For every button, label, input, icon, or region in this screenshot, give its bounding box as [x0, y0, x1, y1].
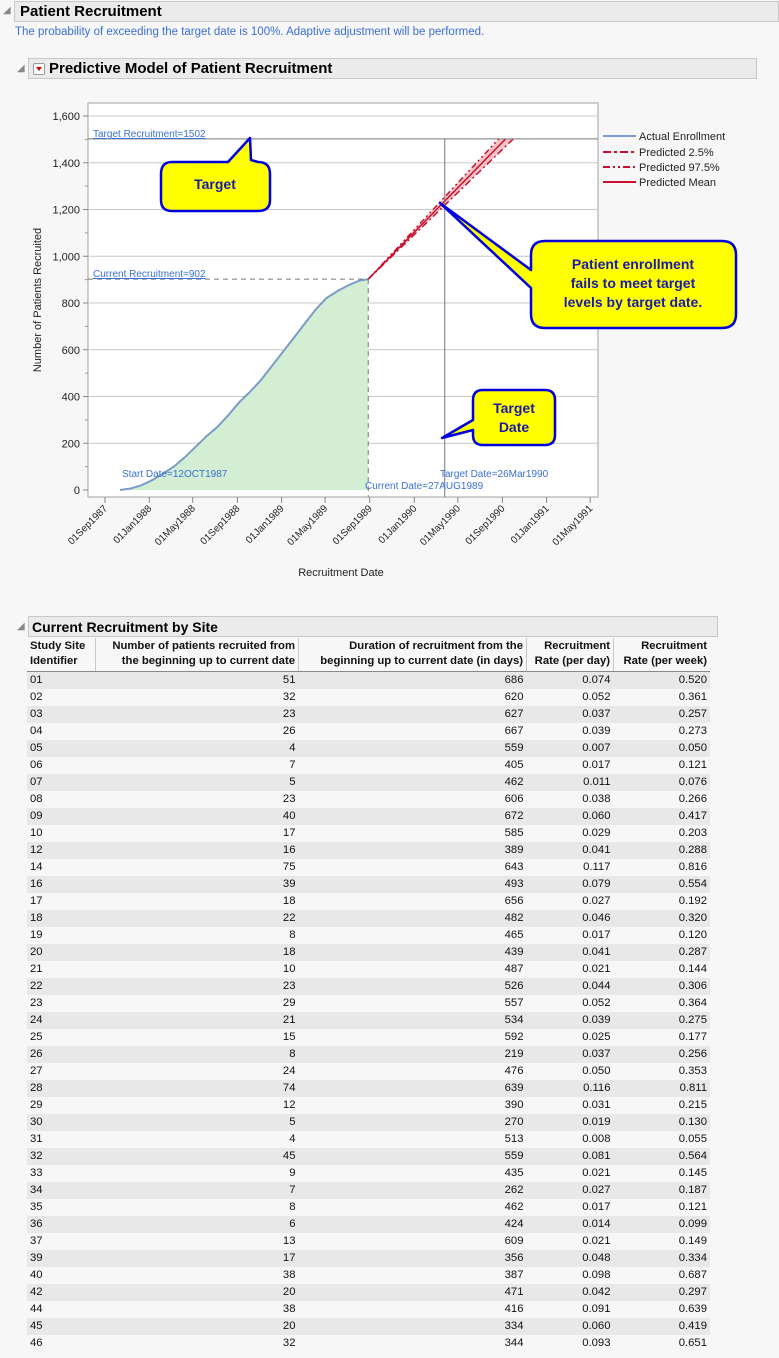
table-row — [27, 961, 710, 978]
cell-site-id: 22 — [27, 978, 96, 995]
cell-rate-day: 0.116 — [527, 1080, 614, 1097]
cell-rate-week: 0.187 — [614, 1182, 711, 1199]
y-tick-label: 800 — [61, 298, 80, 310]
cell-rate-day: 0.117 — [527, 859, 614, 876]
cell-duration: 526 — [299, 978, 527, 995]
cell-patients: 74 — [96, 1080, 299, 1097]
cell-rate-week: 0.687 — [614, 1267, 711, 1284]
table-row — [27, 706, 710, 723]
cell-patients: 16 — [96, 842, 299, 859]
site-table — [27, 638, 710, 1352]
site-disclosure-triangle-icon[interactable]: ◢ — [17, 621, 25, 632]
cell-rate-week: 0.050 — [614, 740, 711, 757]
probability-message: The probability of exceeding the target date is 100%. Adaptive adjustment will be performed. — [15, 26, 485, 38]
cell-site-id: 23 — [27, 995, 96, 1012]
cell-patients: 4 — [96, 740, 299, 757]
cell-patients: 4 — [96, 1131, 299, 1148]
cell-rate-week: 0.273 — [614, 723, 711, 740]
cell-rate-week: 0.361 — [614, 689, 711, 706]
cell-patients: 20 — [96, 1318, 299, 1335]
cell-rate-day: 0.038 — [527, 791, 614, 808]
cell-patients: 8 — [96, 927, 299, 944]
cell-site-id: 34 — [27, 1182, 96, 1199]
table-row — [27, 1080, 710, 1097]
cell-site-id: 36 — [27, 1216, 96, 1233]
cell-rate-week: 0.257 — [614, 706, 711, 723]
cell-rate-day: 0.027 — [527, 893, 614, 910]
y-tick-label: 400 — [61, 391, 80, 404]
cell-patients: 32 — [96, 689, 299, 706]
cell-duration: 606 — [299, 791, 527, 808]
cell-rate-day: 0.044 — [527, 978, 614, 995]
cell-patients: 5 — [96, 1114, 299, 1131]
cell-rate-week: 0.215 — [614, 1097, 711, 1114]
cell-site-id: 42 — [27, 1284, 96, 1301]
cell-patients: 21 — [96, 1012, 299, 1029]
y-tick-label: 1,200 — [52, 204, 80, 217]
table-row — [27, 944, 710, 961]
start-date-label: Start Date=12OCT1987 — [122, 469, 228, 480]
cell-site-id: 07 — [27, 774, 96, 791]
cell-rate-day: 0.025 — [527, 1029, 614, 1046]
cell-rate-day: 0.052 — [527, 689, 614, 706]
cell-rate-day: 0.029 — [527, 825, 614, 842]
cell-site-id: 45 — [27, 1318, 96, 1335]
cell-duration: 471 — [299, 1284, 527, 1301]
cell-rate-day: 0.037 — [527, 1046, 614, 1063]
cell-rate-week: 0.121 — [614, 1199, 711, 1216]
legend-label-p025: Predicted 2.5% — [639, 147, 714, 159]
cell-duration: 416 — [299, 1301, 527, 1318]
cell-rate-day: 0.052 — [527, 995, 614, 1012]
cell-rate-week: 0.120 — [614, 927, 711, 944]
cell-duration: 559 — [299, 1148, 527, 1165]
cell-rate-day: 0.027 — [527, 1182, 614, 1199]
x-tick-label: 01Jan1988 — [111, 503, 155, 547]
cell-rate-week: 0.364 — [614, 995, 711, 1012]
cell-patients: 23 — [96, 791, 299, 808]
cell-rate-week: 0.144 — [614, 961, 711, 978]
x-axis-label: Recruitment Date — [298, 567, 384, 579]
cell-rate-week: 0.651 — [614, 1335, 711, 1352]
cell-patients: 23 — [96, 978, 299, 995]
cell-rate-day: 0.091 — [527, 1301, 614, 1318]
table-row — [27, 927, 710, 944]
x-tick-label: 01Sep1988 — [198, 503, 243, 548]
table-row — [27, 1114, 710, 1131]
cell-patients: 38 — [96, 1301, 299, 1318]
cell-site-id: 21 — [27, 961, 96, 978]
cell-rate-week: 0.353 — [614, 1063, 711, 1080]
cell-rate-week: 0.256 — [614, 1046, 711, 1063]
cell-site-id: 06 — [27, 757, 96, 774]
cell-rate-day: 0.093 — [527, 1335, 614, 1352]
cell-site-id: 10 — [27, 825, 96, 842]
target-recruitment-label: Target Recruitment=1502 — [93, 129, 206, 140]
cell-rate-day: 0.017 — [527, 927, 614, 944]
cell-rate-week: 0.816 — [614, 859, 711, 876]
cell-site-id: 29 — [27, 1097, 96, 1114]
cell-patients: 15 — [96, 1029, 299, 1046]
cell-duration: 559 — [299, 740, 527, 757]
table-row — [27, 774, 710, 791]
table-row — [27, 1131, 710, 1148]
cell-rate-day: 0.060 — [527, 1318, 614, 1335]
x-tick-label: 01May1991 — [550, 503, 596, 549]
x-tick-label: 01May1989 — [285, 503, 331, 549]
cell-rate-week: 0.419 — [614, 1318, 711, 1335]
cell-rate-day: 0.011 — [527, 774, 614, 791]
cell-rate-week: 0.099 — [614, 1216, 711, 1233]
table-row — [27, 1199, 710, 1216]
cell-rate-day: 0.041 — [527, 842, 614, 859]
cell-site-id: 03 — [27, 706, 96, 723]
cell-patients: 45 — [96, 1148, 299, 1165]
cell-duration: 534 — [299, 1012, 527, 1029]
cell-duration: 513 — [299, 1131, 527, 1148]
cell-rate-week: 0.288 — [614, 842, 711, 859]
table-row — [27, 1233, 710, 1250]
table-row — [27, 740, 710, 757]
cell-rate-day: 0.098 — [527, 1267, 614, 1284]
cell-site-id: 39 — [27, 1250, 96, 1267]
cell-rate-day: 0.021 — [527, 1165, 614, 1182]
cell-duration: 656 — [299, 893, 527, 910]
y-tick-label: 200 — [61, 438, 80, 451]
cell-patients: 22 — [96, 910, 299, 927]
cell-site-id: 27 — [27, 1063, 96, 1080]
table-row — [27, 1148, 710, 1165]
cell-site-id: 46 — [27, 1335, 96, 1352]
cell-duration: 439 — [299, 944, 527, 961]
cell-rate-week: 0.145 — [614, 1165, 711, 1182]
cell-duration: 389 — [299, 842, 527, 859]
col-header-rate-week[interactable]: Recruitment Rate (per week) — [614, 638, 711, 672]
model-disclosure-triangle-icon[interactable]: ◢ — [17, 63, 25, 74]
col-header-rate-day[interactable]: Recruitment Rate (per day) — [527, 638, 614, 672]
x-tick-label: 01Sep1990 — [463, 503, 508, 548]
target-date-callout-line1: Target — [493, 400, 535, 416]
cell-site-id: 16 — [27, 876, 96, 893]
cell-patients: 40 — [96, 808, 299, 825]
cell-duration: 476 — [299, 1063, 527, 1080]
cell-patients: 39 — [96, 876, 299, 893]
cell-patients: 17 — [96, 1250, 299, 1267]
cell-rate-week: 0.554 — [614, 876, 711, 893]
model-section-title: Predictive Model of Patient Recruitment — [49, 60, 333, 77]
cell-duration: 270 — [299, 1114, 527, 1131]
cell-duration: 482 — [299, 910, 527, 927]
cell-rate-week: 0.177 — [614, 1029, 711, 1046]
cell-site-id: 08 — [27, 791, 96, 808]
cell-patients: 20 — [96, 1284, 299, 1301]
cell-rate-day: 0.074 — [527, 672, 614, 690]
cell-duration: 262 — [299, 1182, 527, 1199]
cell-duration: 643 — [299, 859, 527, 876]
table-row — [27, 689, 710, 706]
cell-patients: 8 — [96, 1046, 299, 1063]
cell-rate-day: 0.060 — [527, 808, 614, 825]
cell-site-id: 32 — [27, 1148, 96, 1165]
table-row — [27, 825, 710, 842]
current-recruitment-label: Current Recruitment=902 — [93, 269, 206, 280]
report-title: Patient Recruitment — [20, 3, 162, 20]
cell-rate-week: 0.130 — [614, 1114, 711, 1131]
cell-patients: 17 — [96, 825, 299, 842]
cell-site-id: 33 — [27, 1165, 96, 1182]
cell-duration: 462 — [299, 1199, 527, 1216]
cell-rate-day: 0.046 — [527, 910, 614, 927]
cell-rate-week: 0.203 — [614, 825, 711, 842]
cell-duration: 585 — [299, 825, 527, 842]
cell-patients: 5 — [96, 774, 299, 791]
col-header-duration[interactable]: Duration of recruitment from the beginning up to current date (in days) — [299, 638, 527, 672]
cell-patients: 9 — [96, 1165, 299, 1182]
target-date-callout-line2: Date — [498, 419, 530, 435]
cell-patients: 12 — [96, 1097, 299, 1114]
table-row — [27, 1267, 710, 1284]
cell-duration: 435 — [299, 1165, 527, 1182]
cell-site-id: 02 — [27, 689, 96, 706]
cell-patients: 10 — [96, 961, 299, 978]
table-row — [27, 995, 710, 1012]
cell-patients: 18 — [96, 944, 299, 961]
cell-patients: 6 — [96, 1216, 299, 1233]
cell-duration: 334 — [299, 1318, 527, 1335]
cell-duration: 672 — [299, 808, 527, 825]
cell-patients: 7 — [96, 1182, 299, 1199]
table-row — [27, 859, 710, 876]
y-tick-label: 1,000 — [52, 251, 80, 264]
cell-rate-day: 0.007 — [527, 740, 614, 757]
cell-duration: 344 — [299, 1335, 527, 1352]
table-row — [27, 1029, 710, 1046]
x-tick-label: 01May1988 — [153, 503, 198, 549]
enrollment-callout-line1: Patient enrollment — [571, 256, 695, 272]
table-header-row — [27, 638, 710, 672]
table-row — [27, 1063, 710, 1080]
cell-duration: 356 — [299, 1250, 527, 1267]
cell-rate-week: 0.306 — [614, 978, 711, 995]
table-row — [27, 876, 710, 893]
cell-rate-week: 0.334 — [614, 1250, 711, 1267]
cell-patients: 29 — [96, 995, 299, 1012]
table-row — [27, 1182, 710, 1199]
legend-label-mean: Predicted Mean — [639, 177, 717, 189]
cell-rate-week: 0.811 — [614, 1080, 711, 1097]
cell-rate-day: 0.017 — [527, 757, 614, 774]
cell-patients: 18 — [96, 893, 299, 910]
cell-site-id: 40 — [27, 1267, 96, 1284]
cell-rate-day: 0.021 — [527, 1233, 614, 1250]
cell-rate-day: 0.050 — [527, 1063, 614, 1080]
cell-duration: 609 — [299, 1233, 527, 1250]
y-tick-label: 600 — [61, 344, 80, 357]
cell-site-id: 18 — [27, 910, 96, 927]
enrollment-callout-line3: levels by target date. — [563, 294, 703, 310]
table-row — [27, 1097, 710, 1114]
cell-rate-day: 0.039 — [527, 1012, 614, 1029]
cell-site-id: 20 — [27, 944, 96, 961]
table-row — [27, 791, 710, 808]
table-row — [27, 893, 710, 910]
table-row — [27, 1165, 710, 1182]
cell-rate-week: 0.275 — [614, 1012, 711, 1029]
cell-rate-week: 0.297 — [614, 1284, 711, 1301]
current-date-label: Current Date=27AUG1989 — [365, 481, 484, 492]
cell-rate-day: 0.042 — [527, 1284, 614, 1301]
cell-rate-week: 0.076 — [614, 774, 711, 791]
cell-rate-day: 0.041 — [527, 944, 614, 961]
table-row — [27, 1012, 710, 1029]
cell-rate-week: 0.192 — [614, 893, 711, 910]
cell-duration: 592 — [299, 1029, 527, 1046]
cell-rate-day: 0.008 — [527, 1131, 614, 1148]
site-section-header — [28, 616, 718, 637]
legend-label-p975: Predicted 97.5% — [639, 162, 720, 174]
cell-rate-day: 0.014 — [527, 1216, 614, 1233]
target-callout-text: Target — [194, 176, 236, 192]
cell-site-id: 24 — [27, 1012, 96, 1029]
cell-duration: 620 — [299, 689, 527, 706]
cell-duration: 557 — [299, 995, 527, 1012]
table-row — [27, 910, 710, 927]
col-header-site[interactable]: Study Site Identifier — [27, 638, 96, 672]
cell-duration: 639 — [299, 1080, 527, 1097]
x-tick-label: 01Jan1991 — [508, 503, 552, 547]
cell-site-id: 28 — [27, 1080, 96, 1097]
cell-rate-week: 0.266 — [614, 791, 711, 808]
cell-site-id: 26 — [27, 1046, 96, 1063]
cell-rate-week: 0.149 — [614, 1233, 711, 1250]
cell-duration: 424 — [299, 1216, 527, 1233]
cell-rate-day: 0.079 — [527, 876, 614, 893]
cell-rate-week: 0.639 — [614, 1301, 711, 1318]
cell-patients: 75 — [96, 859, 299, 876]
cell-duration: 387 — [299, 1267, 527, 1284]
cell-site-id: 12 — [27, 842, 96, 859]
table-row — [27, 1301, 710, 1318]
cell-rate-day: 0.021 — [527, 961, 614, 978]
table-row — [27, 723, 710, 740]
cell-patients: 13 — [96, 1233, 299, 1250]
cell-rate-week: 0.520 — [614, 672, 711, 690]
cell-patients: 32 — [96, 1335, 299, 1352]
cell-patients: 7 — [96, 757, 299, 774]
cell-site-id: 04 — [27, 723, 96, 740]
col-header-patients[interactable]: Number of patients recruited from the beginning up to current date — [96, 638, 299, 672]
table-row — [27, 1250, 710, 1267]
x-tick-label: 01Jan1990 — [376, 503, 420, 547]
cell-site-id: 05 — [27, 740, 96, 757]
cell-patients: 8 — [96, 1199, 299, 1216]
cell-patients: 24 — [96, 1063, 299, 1080]
cell-rate-day: 0.037 — [527, 706, 614, 723]
cell-duration: 487 — [299, 961, 527, 978]
cell-rate-week: 0.320 — [614, 910, 711, 927]
cell-site-id: 35 — [27, 1199, 96, 1216]
cell-rate-day: 0.081 — [527, 1148, 614, 1165]
cell-site-id: 19 — [27, 927, 96, 944]
table-row — [27, 757, 710, 774]
cell-site-id: 25 — [27, 1029, 96, 1046]
cell-duration: 667 — [299, 723, 527, 740]
y-tick-label: 0 — [73, 485, 80, 497]
cell-patients: 38 — [96, 1267, 299, 1284]
cell-site-id: 37 — [27, 1233, 96, 1250]
cell-rate-week: 0.564 — [614, 1148, 711, 1165]
cell-site-id: 31 — [27, 1131, 96, 1148]
cell-duration: 493 — [299, 876, 527, 893]
cell-rate-day: 0.031 — [527, 1097, 614, 1114]
table-row — [27, 1318, 710, 1335]
cell-duration: 405 — [299, 757, 527, 774]
cell-duration: 462 — [299, 774, 527, 791]
y-axis-label: Number of Patients Recruited — [32, 227, 44, 373]
table-row — [27, 672, 710, 690]
cell-patients: 51 — [96, 672, 299, 690]
cell-rate-day: 0.039 — [527, 723, 614, 740]
cell-rate-day: 0.019 — [527, 1114, 614, 1131]
table-row — [27, 1046, 710, 1063]
table-row — [27, 1335, 710, 1352]
cell-rate-week: 0.417 — [614, 808, 711, 825]
table-row — [27, 978, 710, 995]
table-row — [27, 1216, 710, 1233]
cell-rate-day: 0.017 — [527, 1199, 614, 1216]
cell-duration: 390 — [299, 1097, 527, 1114]
cell-rate-day: 0.048 — [527, 1250, 614, 1267]
x-tick-label: 01Jan1989 — [243, 503, 287, 547]
cell-rate-week: 0.287 — [614, 944, 711, 961]
x-tick-label: 01May1990 — [418, 503, 463, 549]
legend — [603, 131, 725, 189]
cell-patients: 23 — [96, 706, 299, 723]
cell-duration: 219 — [299, 1046, 527, 1063]
cell-duration: 465 — [299, 927, 527, 944]
target-date-label: Target Date=26Mar1990 — [440, 469, 549, 480]
cell-duration: 627 — [299, 706, 527, 723]
cell-site-id: 01 — [27, 672, 96, 690]
cell-duration: 686 — [299, 672, 527, 690]
enrollment-callout-line2: fails to meet target — [570, 275, 696, 291]
cell-site-id: 09 — [27, 808, 96, 825]
table-row — [27, 1284, 710, 1301]
x-tick-label: 01Sep1987 — [66, 503, 111, 548]
cell-site-id: 14 — [27, 859, 96, 876]
site-section-title: Current Recruitment by Site — [32, 618, 218, 635]
y-tick-label: 1,400 — [52, 157, 80, 170]
table-row — [27, 808, 710, 825]
cell-site-id: 30 — [27, 1114, 96, 1131]
cell-patients: 26 — [96, 723, 299, 740]
disclosure-triangle-icon[interactable]: ◢ — [3, 5, 11, 16]
table-row — [27, 842, 710, 859]
cell-rate-week: 0.121 — [614, 757, 711, 774]
cell-site-id: 17 — [27, 893, 96, 910]
recruitment-chart — [0, 0, 779, 600]
cell-rate-week: 0.055 — [614, 1131, 711, 1148]
x-tick-label: 01Sep1989 — [330, 503, 375, 548]
legend-label-actual: Actual Enrollment — [639, 131, 726, 143]
y-tick-label: 1,600 — [52, 111, 80, 123]
cell-site-id: 44 — [27, 1301, 96, 1318]
